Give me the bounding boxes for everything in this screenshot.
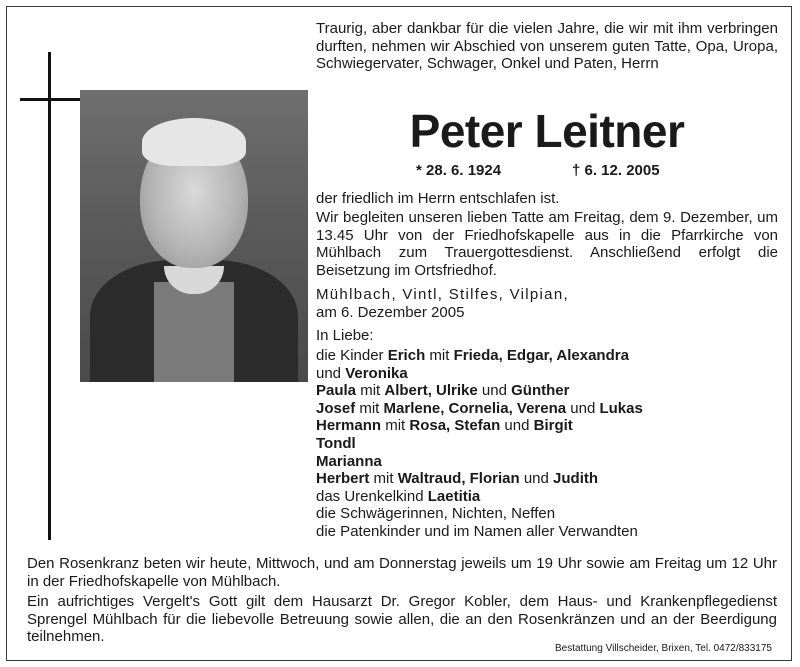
family-line-segment: Herbert: [316, 470, 370, 488]
family-line-segment: Waltraud, Florian: [397, 470, 520, 488]
in-love-label: In Liebe:: [316, 327, 374, 344]
family-line-segment: Marianna: [316, 452, 382, 470]
deceased-name: Peter Leitner: [409, 105, 685, 157]
passed-text: der friedlich im Herrn entschlafen ist.: [316, 190, 560, 207]
portrait-photo: [80, 90, 308, 382]
family-line: [316, 523, 778, 541]
family-line-segment: mit: [369, 470, 398, 488]
cross-icon: [48, 52, 51, 540]
family-line-segment: Veronika: [345, 364, 408, 382]
family-line-segment: das Urenkelkind: [316, 487, 428, 505]
family-line-segment: Albert, Ulrike: [384, 382, 478, 400]
family-line-segment: Hermann: [316, 417, 382, 435]
family-line-segment: Marlene, Cornelia, Verena: [383, 399, 567, 417]
family-line: [316, 488, 778, 506]
family-line-segment: die Kinder: [316, 347, 388, 364]
family-line-segment: die Patenkinder und im Namen aller Verwandten: [316, 522, 638, 540]
family-line-segment: Erich: [387, 347, 426, 364]
family-line-segment: Lukas: [599, 399, 643, 417]
family-line-segment: Paula: [316, 382, 357, 400]
family-line: [316, 365, 778, 383]
family-line-segment: und: [519, 470, 554, 488]
places-text: Mühlbach, Vintl, Stilfes, Vilpian,: [316, 286, 569, 303]
family-line-segment: Frieda, Edgar, Alexandra: [453, 347, 629, 364]
family-line-segment: Judith: [553, 470, 599, 488]
family-line-segment: mit: [381, 417, 410, 435]
family-line: [316, 505, 778, 523]
family-line-segment: die Schwägerinnen, Nichten, Neffen: [316, 505, 556, 523]
cross-bar: [20, 98, 80, 101]
family-line-segment: Rosa, Stefan: [409, 417, 501, 435]
family-line-segment: Josef: [316, 399, 356, 417]
family-line-segment: Tondl: [316, 434, 356, 452]
family-line-segment: Laetitia: [427, 487, 481, 505]
family-line: [316, 417, 778, 435]
family-line-segment: und: [477, 382, 512, 400]
family-line-segment: und: [500, 417, 534, 435]
undertaker-info: Bestattung Villscheider, Brixen, Tel. 0472/833175: [554, 643, 772, 654]
birth-date: * 28. 6. 1924: [416, 162, 502, 179]
family-line: [316, 347, 778, 365]
family-line: [316, 382, 778, 400]
family-line: [316, 453, 778, 471]
family-line: [316, 400, 778, 418]
family-line-segment: Günther: [511, 382, 570, 400]
family-line: [316, 435, 778, 453]
family-line-segment: und: [566, 399, 600, 417]
family-line: [316, 470, 778, 488]
family-line-segment: mit: [355, 399, 384, 417]
family-list: [316, 347, 778, 541]
family-line-segment: mit: [425, 347, 454, 364]
family-line-segment: Birgit: [533, 417, 573, 435]
notice-date: am 6. Dezember 2005: [316, 304, 465, 321]
intro-text: Traurig, aber dankbar für die vielen Jahre, die wir mit ihm verbringen durften, nehmen wir Abschied von unserem guten Tatte, Opa, Uropa, Schwiegervater, Schwager, Onkel und Paten, Herrn: [316, 20, 778, 73]
family-line-segment: und: [316, 364, 346, 382]
death-date: † 6. 12. 2005: [572, 162, 660, 179]
family-line-segment: mit: [356, 382, 385, 400]
thanks-text: Ein aufrichtiges Vergelt's Gott gilt dem Hausarzt Dr. Gregor Kobler, dem Haus- und Krankenpflegedienst Sprengel Mühlbach für die liebevolle Betreuung sowie allen, die an den Rosenkränzen und an der Beerdigung teilnehmen.: [27, 593, 777, 646]
funeral-text: Wir begleiten unseren lieben Tatte am Freitag, dem 9. Dezember, um 13.45 Uhr von der Friedhofskapelle aus in die Pfarrkirche von Mühlbach zum Trauergottesdienst. Anschließend erfolgt die Beisetzung im Ortsfriedhof.: [316, 209, 778, 279]
rosary-text: Den Rosenkranz beten wir heute, Mittwoch, und am Donnerstag jeweils um 19 Uhr sowie am Freitag um 12 Uhr in der Friedhofskapelle von Mühlbach.: [27, 555, 777, 590]
